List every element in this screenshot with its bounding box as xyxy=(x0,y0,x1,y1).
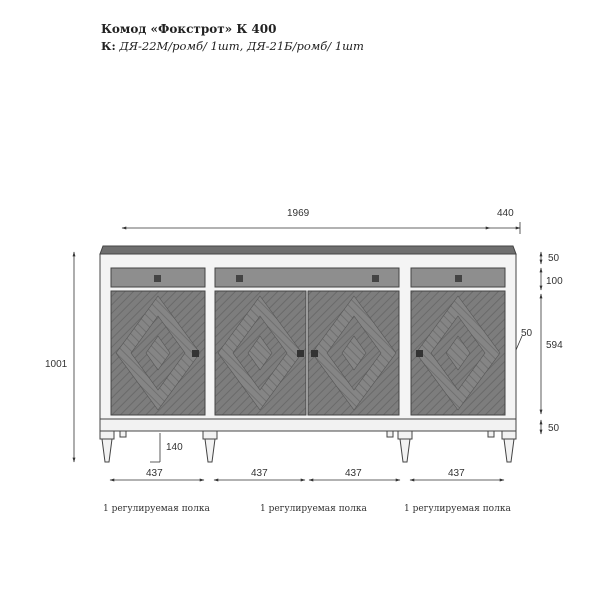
drawer-knob-icon xyxy=(455,275,462,282)
dimension-height xyxy=(45,252,74,462)
base-plinth xyxy=(100,419,516,431)
section-width-2: 437 xyxy=(251,468,268,479)
door-height-label: 594 xyxy=(546,340,563,351)
cabinet-top xyxy=(100,246,516,254)
leg-height-label: 140 xyxy=(166,442,183,453)
legs xyxy=(100,431,516,462)
door-handle-icon xyxy=(311,350,318,357)
depth-label: 440 xyxy=(497,208,514,219)
drawer-height-label: 100 xyxy=(546,276,563,287)
door-handle-icon xyxy=(416,350,423,357)
width-label: 1969 xyxy=(287,208,310,219)
drawer-row xyxy=(111,268,505,287)
base-height-label: 50 xyxy=(548,423,560,434)
drawer-knob-icon xyxy=(236,275,243,282)
dimension-width xyxy=(122,208,520,234)
shelf-note-3: 1 регулируемая полка xyxy=(404,504,511,514)
drawer-knob-icon xyxy=(154,275,161,282)
subtitle-models: ДЯ-22М/ромб/ 1шт, ДЯ-21Б/ромб/ 1шт xyxy=(119,39,364,53)
dimension-right xyxy=(516,252,541,434)
drawing-title: Комод «Фокстрот» К 400 xyxy=(101,22,277,36)
subtitle-prefix: К: xyxy=(101,39,116,53)
side-offset-label: 50 xyxy=(521,328,533,339)
height-label: 1001 xyxy=(45,359,68,370)
section-width-3: 437 xyxy=(345,468,362,479)
door-handle-icon xyxy=(192,350,199,357)
section-width-4: 437 xyxy=(448,468,465,479)
shelf-note-2: 1 регулируемая полка xyxy=(260,504,367,514)
door-4 xyxy=(411,291,505,415)
section-width-1: 437 xyxy=(146,468,163,479)
door-2 xyxy=(215,291,306,415)
shelf-note-1: 1 регулируемая полка xyxy=(103,504,210,514)
dimension-leg xyxy=(150,433,183,462)
door-1 xyxy=(111,291,205,415)
drawer-knob-icon xyxy=(372,275,379,282)
top-thickness-label: 50 xyxy=(548,253,560,264)
door-handle-icon xyxy=(297,350,304,357)
door-3 xyxy=(308,291,399,415)
door-row xyxy=(111,291,505,415)
